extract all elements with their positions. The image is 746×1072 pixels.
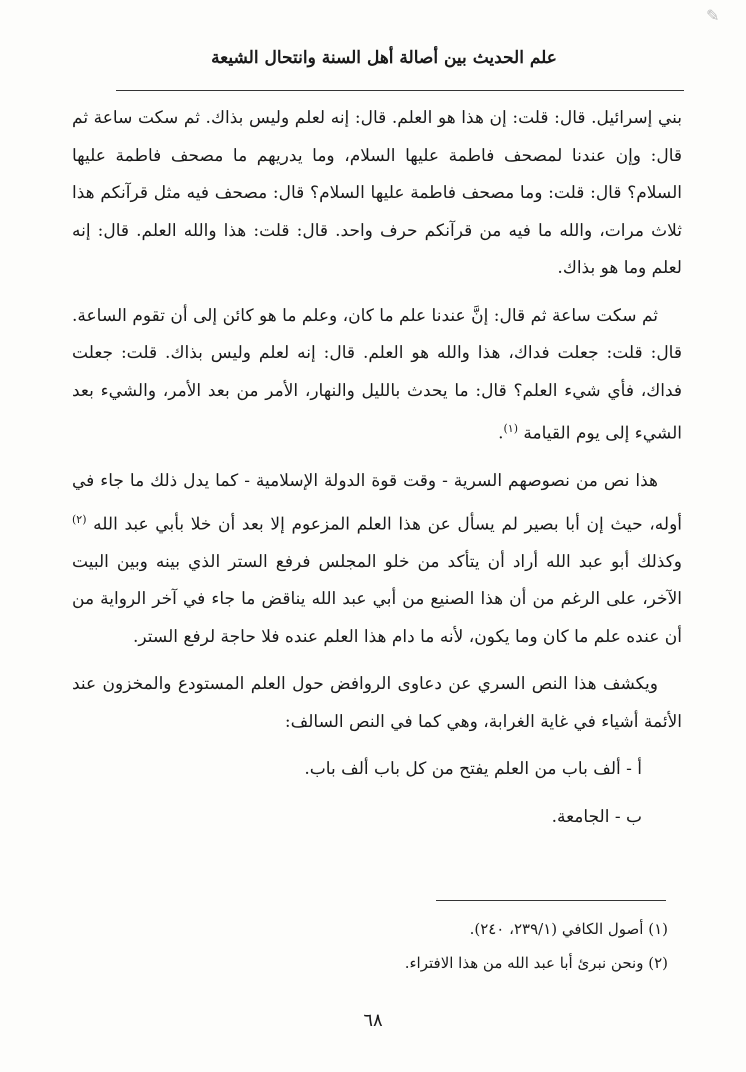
- footnotes: [72, 912, 668, 980]
- footnote-ref-1: (١): [503, 422, 518, 435]
- page-number: ٦٨: [363, 1010, 383, 1031]
- header-rule: [116, 90, 684, 91]
- paragraph-3-cont: وكذلك أبو عبد الله أراد أن يتأكد من خلو المجلس فرفع الستر الذي بينه وبين البيت الآخر، على الرغم من أن هذا الصنيع من أبي عبد الله يناقض ما جاء في آخر الرواية من أن عنده علم ما كان وما يكون، لأنه ما دام هذا العلم عنده فلا حاجة لرفع الستر.: [72, 551, 682, 647]
- running-header: علم الحديث بين أصالة أهل السنة وانتحال الشيعة: [211, 48, 557, 68]
- paragraph-3: [72, 463, 682, 656]
- list-item-b: ب - الجامعة.: [551, 806, 642, 827]
- footnote-1: (١) أصول الكافي (٢٣٩/١، ٢٤٠).: [469, 920, 668, 938]
- footnote-rule: [436, 900, 666, 901]
- footnote-2: (٢) ونحن نبرئ أبا عبد الله من هذا الافتراء.: [404, 954, 668, 972]
- paragraph-2: [72, 298, 682, 454]
- paragraph-1: بني إسرائيل. قال: قلت: إن هذا هو العلم. قال: إنه لعلم وليس بذاك. ثم سكت ساعة ثم قال: وإن عندنا لمصحف فاطمة عليها السلام، وما يدريهم ما مصحف فاطمة عليها السلام؟ قال: قلت: وما مصحف فاطمة عليها السلام؟ قال: مصحف فيه مثل قرآنكم هذا ثلاث مرات، والله ما فيه من قرآنكم حرف واحد. قال: قلت: هذا والله العلم. قال: إنه لعلم وما هو بذاك.: [72, 108, 682, 278]
- paragraph-4: ويكشف هذا النص السري عن دعاوى الروافض حول العلم المستودع والمخزون عند الأئمة أشياء في غاية الغرابة، وهي كما في النص السالف:: [72, 674, 682, 732]
- paragraph-2-text: ثم سكت ساعة ثم قال: إنَّ عندنا علم ما كان، وعلم ما هو كائن إلى أن تقوم الساعة. قال: قلت: جعلت فداك، هذا والله هو العلم. قال: إنه لعلم وليس بذاك. قلت: جعلت فداك، فأي شيء العلم؟ قال: ما يحدث بالليل والنهار، الأمر من بعد الأمر، والشيء بعد الشيء إلى يوم القيامة: [72, 305, 682, 444]
- paragraph-3-text: هذا نص من نصوصهم السرية - وقت قوة الدولة الإسلامية - كما يدل ذلك ما جاء في أوله، حيث إن أبا بصير لم يسأل عن هذا العلم المزعوم إلا بعد أن خلا بأبي عبد الله: [72, 471, 683, 535]
- corner-mark-icon: ✎: [706, 6, 720, 25]
- footnote-ref-2: (٢): [72, 512, 87, 526]
- list-item-a: أ - ألف باب من العلم يفتح من كل باب ألف باب.: [304, 759, 642, 780]
- sentence-end: .: [498, 423, 504, 444]
- main-text: [72, 100, 682, 836]
